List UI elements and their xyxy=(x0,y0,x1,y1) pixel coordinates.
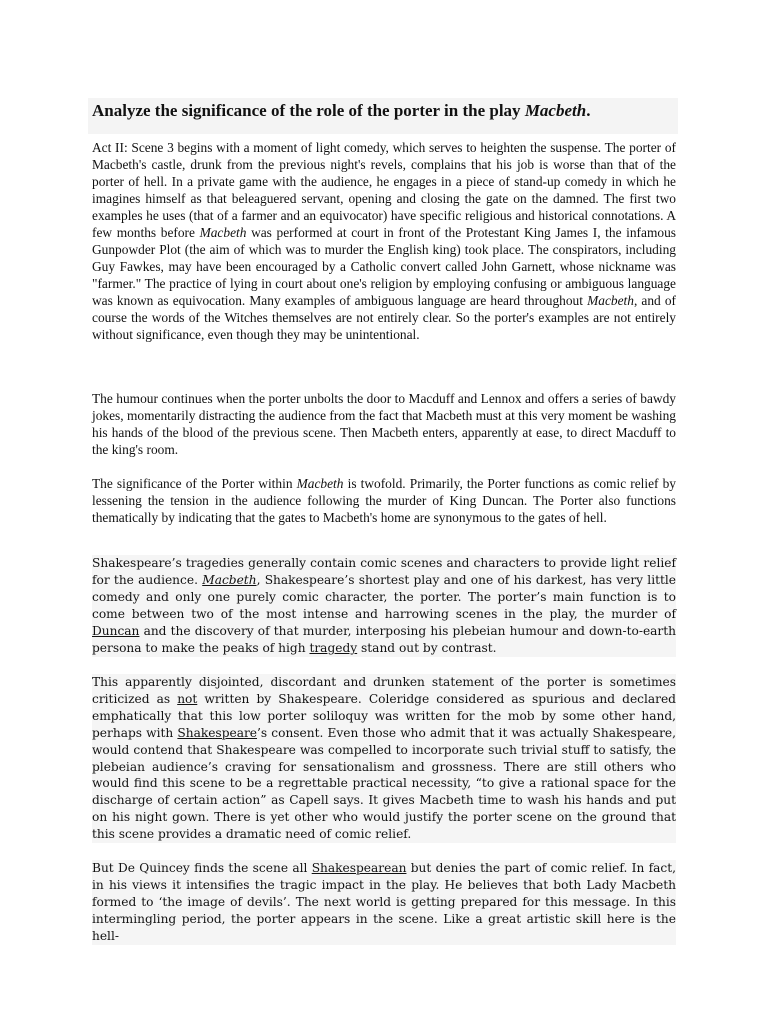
title-end: . xyxy=(586,101,591,120)
link-tragedy[interactable]: tragedy xyxy=(309,641,358,655)
p4-text-a: Shakespeare’s tragedies generally contain comic scenes and characters to provide light relief for the audience. xyxy=(92,556,676,587)
p4-text-c: and the discovery of that murder, interposing his plebeian humour and down-to-earth persona to make the peaks of high xyxy=(92,624,676,655)
p1-em-macbeth-2: Macbeth xyxy=(587,293,634,308)
p4-text-d: stand out by contrast. xyxy=(357,641,497,655)
link-shakespearean[interactable]: Shakespearean xyxy=(311,861,407,875)
p1-text-a: Act II: Scene 3 begins with a moment of light comedy, which serves to heighten the suspense. The porter of Macbeth's castle, drunk from the previous night's revels, complains that his job is worse than that of the porter of hell. In a private game with the audience, he engages in a piece of stand-up comedy in which he imagines himself as that beleaguered servant, opening and closing the gate on the damned. The first two examples he uses (that of a farmer and an equivocator) have specific religious and historical connotations. A few months before xyxy=(92,140,676,240)
link-duncan[interactable]: Duncan xyxy=(92,624,140,638)
paragraph-de-quincey xyxy=(92,860,676,945)
title-text: Analyze the significance of the role of the porter in the play xyxy=(92,101,525,120)
p5-text-c: ’s consent. Even those who admit that it was actually Shakespeare, would contend that Shakespeare was compelled to incorporate such trivial stuff to satisfy, the plebeian audience’s craving for sensationalism and grossness. There are still others who would find this scene to be a regrettable practical necessity, “to give a rational space for the discharge of certain action” as Capell says. It gives Macbeth time to wash his hands and put on his night gown. There is yet other who would justify the porter scene on the ground that this scene provides a dramatic need of comic relief. xyxy=(92,725,677,842)
link-shakespeare[interactable]: Shakespeare xyxy=(177,725,258,740)
link-not[interactable]: not xyxy=(177,691,198,706)
p4-text-b: , Shakespeare’s shortest play and one of his darkest, has very little comedy and only one purely comic character, the porter. The porter’s main function is to come between two of the most intense and harrowing scenes in the play, the murder of xyxy=(92,573,677,621)
p1-text-c: , and of course the words of the Witches themselves are not entirely clear. So the porter's examples are not entirely without significance, even though they may be unintentional. xyxy=(92,293,676,342)
p3-text-b: is twofold. Primarily, the Porter functions as comic relief by lessening the tension in the audience following the murder of King Duncan. The Porter also functions thematically by indicating that the gates to Macbeth's home are synonymous to the gates of hell. xyxy=(92,476,676,525)
paragraph-significance xyxy=(92,475,676,526)
paragraph-humour: The humour continues when the porter unbolts the door to Macduff and Lennox and offers a series of bawdy jokes, momentarily distracting the audience from the fact that Macbeth must at this very moment be washing his hands of the blood of the previous scene. Then Macbeth enters, apparently at ease, to direct Macduff to the king's room. xyxy=(92,391,676,457)
p3-text-a: The significance of the Porter within xyxy=(92,476,297,491)
p3-em-macbeth: Macbeth xyxy=(296,476,344,491)
page-title xyxy=(88,98,678,134)
paragraph-act-ii xyxy=(92,139,676,343)
paragraph-criticism xyxy=(92,674,676,843)
p1-em-macbeth-1: Macbeth xyxy=(199,225,247,240)
p1-text-b: was performed at court in front of the Protestant King James I, the infamous Gunpowder Plot (the aim of which was to murder the English king) took place. The conspirators, including Guy Fawkes, may have been encouraged by a Catholic convert called John Garnett, whose nickname was "farmer." The practice of lying in court about one's religion by employing confusing or ambiguous language was known as equivocation. Many examples of ambiguous language are heard throughout xyxy=(92,225,676,308)
paragraph-tragedies xyxy=(92,555,676,657)
p6-text-a: But De Quincey finds the scene all xyxy=(92,861,312,875)
p5-text-a: This apparently disjointed, discordant and drunken statement of the porter is sometimes criticized as xyxy=(92,675,676,706)
p6-text-b: but denies the part of comic relief. In fact, in his views it intensifies the tragic impact in the play. He believes that both Lady Macbeth formed to ‘the image of devils’. The next world is getting prepared for this message. In this intermingling period, the porter appears in the scene. Like a great artistic skill here is the hell- xyxy=(92,861,676,943)
title-play-name: Macbeth xyxy=(524,101,587,120)
link-macbeth[interactable]: Macbeth xyxy=(202,573,257,587)
p5-text-b: written by Shakespeare. Coleridge considered as spurious and declared emphatically that this low porter soliloquy was written for the mob by some other hand, perhaps with xyxy=(92,691,676,740)
